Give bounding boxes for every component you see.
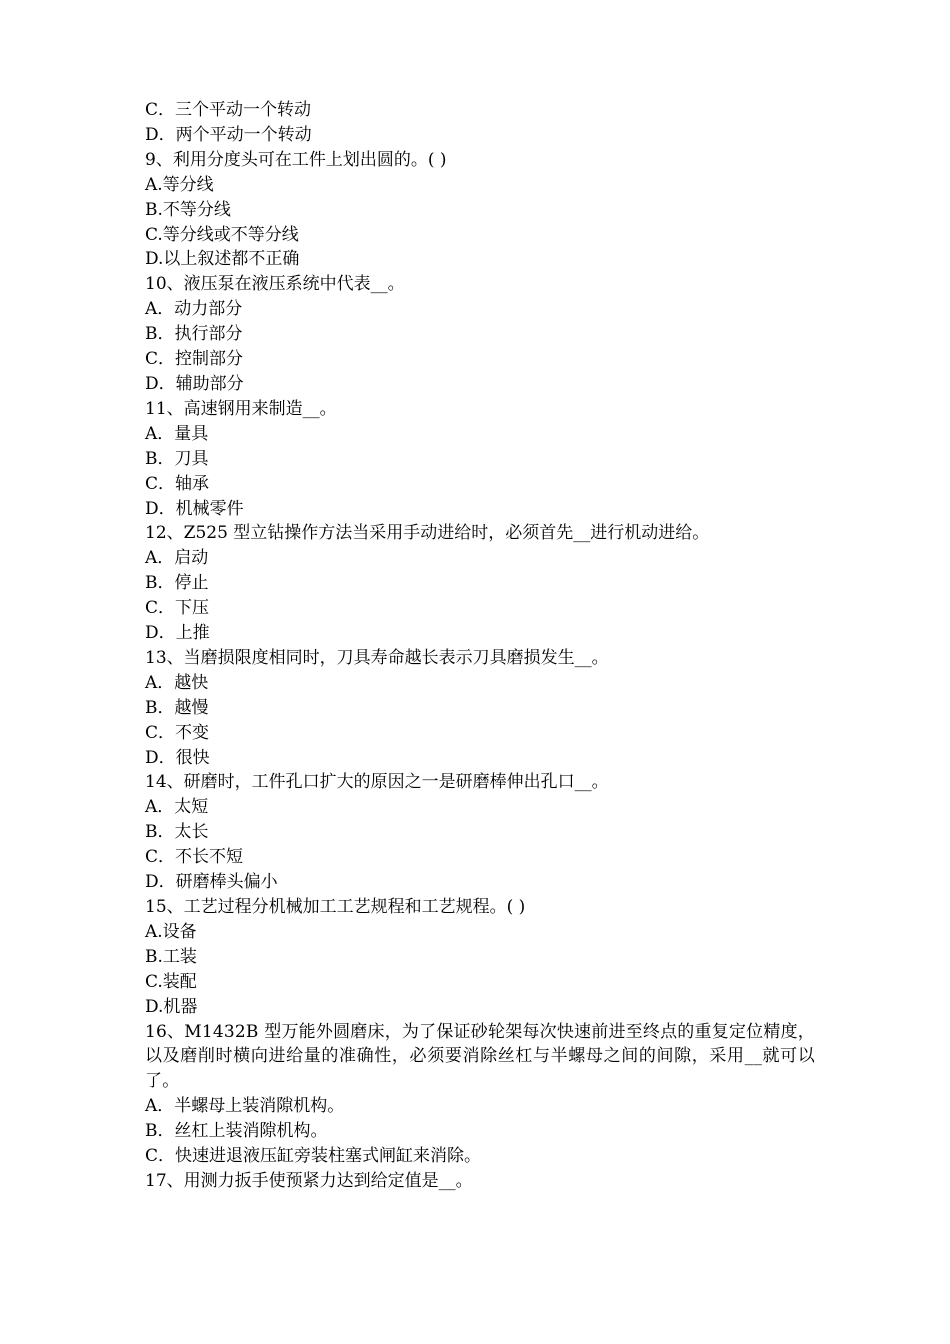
question-11: 11、高速钢用来制造__。 <box>145 398 337 419</box>
option-d-q8: D．两个平动一个转动 <box>145 124 312 145</box>
option-c-q15: C.装配 <box>145 971 197 992</box>
question-9: 9、利用分度头可在工件上划出圆的。( ) <box>145 149 447 170</box>
option-d-q9: D.以上叙述都不正确 <box>145 249 300 270</box>
question-12: 12、Z525 型立钻操作方法当采用手动进给时，必须首先__进行机动进给。 <box>145 523 710 544</box>
option-b-q9: B.不等分线 <box>145 199 231 220</box>
option-c-q10: C．控制部分 <box>145 349 244 370</box>
option-d-q13: D．很快 <box>145 747 210 768</box>
option-b-q12: B．停止 <box>145 573 209 594</box>
option-b-q13: B．越慢 <box>145 697 209 718</box>
question-15: 15、工艺过程分机械加工工艺规程和工艺规程。( ) <box>145 897 526 917</box>
question-16: 16、M1432B 型万能外圆磨床，为了保证砂轮架每次快速前进至终点的重复定位精度，以及磨削时横向进给量的准确性，必须要消除丝杠与半螺母之间的间隙，采用__就可以了。 <box>145 1021 815 1092</box>
option-c-q12: C．下压 <box>145 598 210 619</box>
option-c-q14: C．不长不短 <box>145 847 244 868</box>
option-c-q16: C．快速进退液压缸旁装柱塞式闸缸来消除。 <box>145 1146 482 1167</box>
option-d-q10: D．辅助部分 <box>145 373 244 394</box>
option-a-q16: A．半螺母上装消隙机构。 <box>145 1096 345 1117</box>
option-a-q13: A．越快 <box>145 672 209 693</box>
option-b-q11: B．刀具 <box>145 448 209 469</box>
option-a-q11: A．量具 <box>145 423 209 444</box>
question-13: 13、当磨损限度相同时，刀具寿命越长表示刀具磨损发生__。 <box>145 647 609 668</box>
option-a-q10: A．动力部分 <box>145 299 243 320</box>
option-a-q12: A．启动 <box>145 548 209 569</box>
question-14: 14、研磨时，工件孔口扩大的原因之一是研磨棒伸出孔口__。 <box>145 772 609 793</box>
question-list <box>145 98 815 1194</box>
option-d-q12: D．上推 <box>145 623 210 644</box>
option-b-q10: B．执行部分 <box>145 324 243 345</box>
option-c-q8: C．三个平动一个转动 <box>145 100 312 120</box>
question-17: 17、用测力扳手使预紧力达到给定值是__。 <box>145 1170 473 1191</box>
option-d-q11: D．机械零件 <box>145 498 244 519</box>
option-c-q11: C．轴承 <box>145 473 210 494</box>
option-a-q9: A.等分线 <box>145 174 214 195</box>
question-10: 10、液压泵在液压系统中代表__。 <box>145 274 405 295</box>
option-b-q15: B.工装 <box>145 946 197 967</box>
option-b-q16: B．丝杠上装消隙机构。 <box>145 1121 328 1142</box>
option-b-q14: B．太长 <box>145 822 209 843</box>
option-d-q14: D．研磨棒头偏小 <box>145 872 278 893</box>
option-c-q13: C．不变 <box>145 722 210 743</box>
option-d-q15: D.机器 <box>145 996 198 1017</box>
option-a-q15: A.设备 <box>145 921 197 942</box>
option-a-q14: A．太短 <box>145 797 209 818</box>
option-c-q9: C.等分线或不等分线 <box>145 224 299 245</box>
